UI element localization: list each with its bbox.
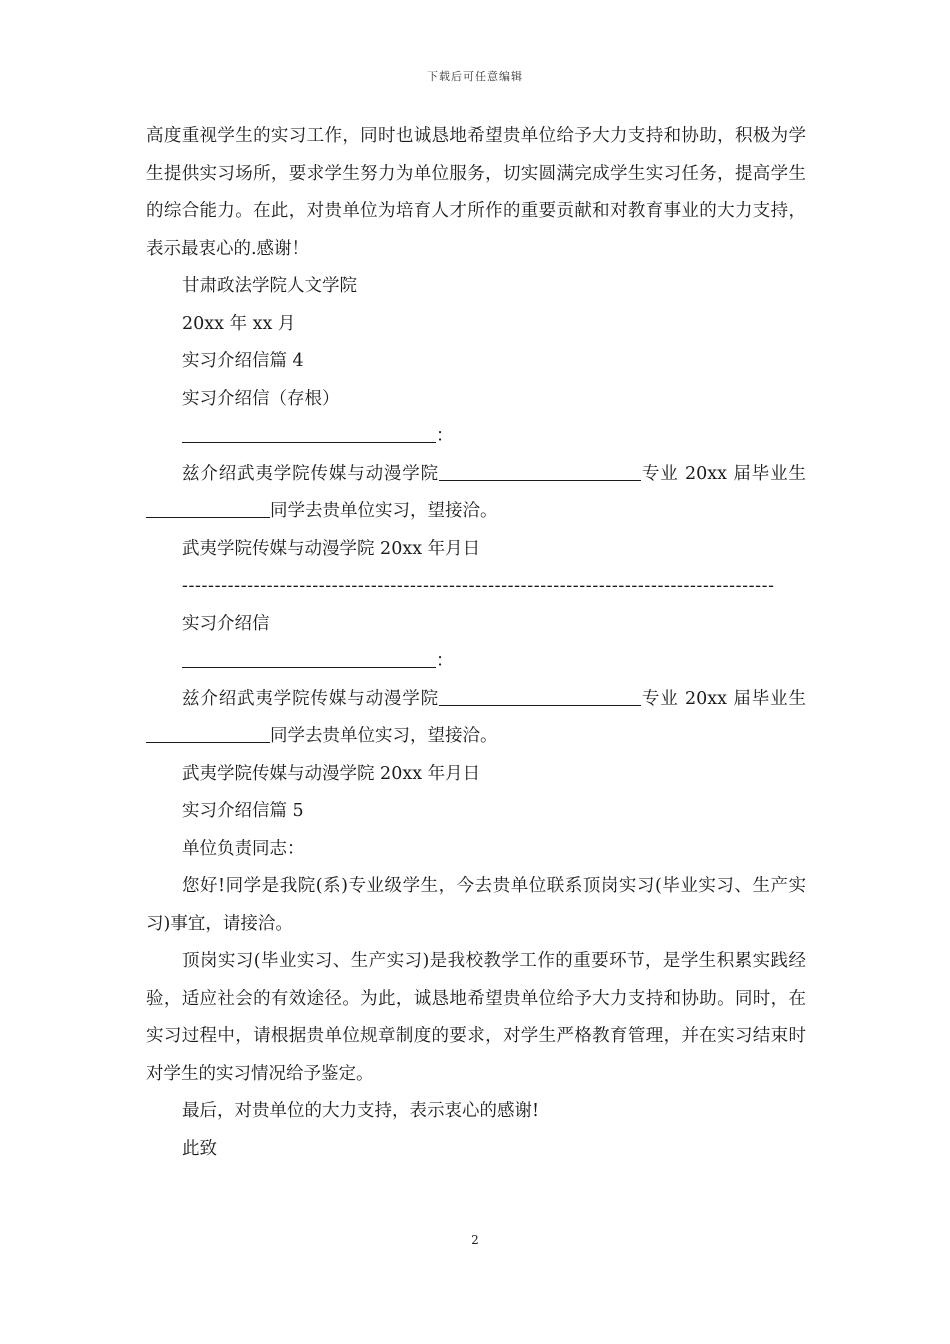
school-date-letter: 武夷学院传媒与动漫学院 20xx 年月日	[182, 763, 481, 784]
cut-line: -------------------------------------------------------------------------------------------	[182, 576, 775, 596]
paragraph-thanks: 高度重视学生的实习工作，同时也诚恳地希望贵单位给予大力支持和协助，积极为学生提供实习场所，要求学生努力为单位服务，切实圆满完成学生实习任务，提高学生的综合能力。在此，对贵单位为培育人才所作的重要贡献和对教育事业的大力支持，表示最衷心的.感谢！	[146, 126, 806, 259]
intro-paragraph-letter	[146, 681, 806, 756]
intro-text-c: 生	[788, 688, 807, 709]
closing-phrase: 此致	[182, 1138, 217, 1159]
page-header-note: 下载后可任意编辑	[427, 70, 523, 83]
intro-text-c: 生	[788, 463, 807, 484]
intro-paragraph-stub	[146, 456, 806, 531]
intro-text-d: 同学去贵单位实习，望接洽。	[270, 726, 498, 746]
section-title-4: 实习介绍信篇 4	[182, 351, 304, 371]
recipient-line-stub	[146, 418, 806, 456]
signature-organization: 甘肃政法学院人文学院	[182, 276, 357, 296]
paragraph-greeting: 您好!同学是我院(系)专业级学生，今去贵单位联系顶岗实习(毕业实习、生产实习)事宜，请接洽。	[146, 876, 806, 934]
recipient-line-letter	[146, 643, 806, 681]
salutation: 单位负责同志：	[182, 838, 305, 859]
major-blank	[439, 687, 641, 706]
letter-title: 实习介绍信	[182, 613, 270, 634]
intro-text-a: 兹介绍武夷学院传媒与动漫学院	[182, 688, 440, 709]
section-title-5: 实习介绍信篇 5	[182, 801, 304, 821]
major-blank	[439, 462, 641, 481]
signature-date: 20xx 年 xx 月	[182, 313, 296, 334]
student-name-blank	[146, 499, 270, 518]
student-name-blank	[146, 724, 270, 743]
recipient-blank	[182, 649, 436, 668]
page-number: 2	[471, 1233, 479, 1247]
school-date-stub: 武夷学院传媒与动漫学院 20xx 年月日	[182, 538, 481, 559]
recipient-colon: ：	[436, 651, 454, 671]
paragraph-closing-thanks: 最后，对贵单位的大力支持，表示衷心的感谢!	[182, 1101, 540, 1121]
paragraph-internship: 顶岗实习(毕业实习、生产实习)是我校教学工作的重要环节，是学生积累实践经验，适应社会的有效途径。为此，诚恳地希望贵单位给予大力支持和协助。同时，在实习过程中，请根据贵单位规章制度的要求，对学生严格教育管理，并在实习结束时对学生的实习情况给予鉴定。	[146, 951, 806, 1084]
recipient-blank	[182, 424, 436, 443]
intro-text-b: 专业 20xx 届毕业	[641, 688, 789, 709]
stub-title: 实习介绍信（存根）	[182, 388, 340, 409]
intro-text-a: 兹介绍武夷学院传媒与动漫学院	[182, 463, 440, 484]
intro-text-b: 专业 20xx 届毕业	[641, 463, 789, 484]
recipient-colon: ：	[436, 426, 454, 446]
intro-text-d: 同学去贵单位实习，望接洽。	[270, 501, 498, 521]
document-body	[146, 118, 806, 1168]
